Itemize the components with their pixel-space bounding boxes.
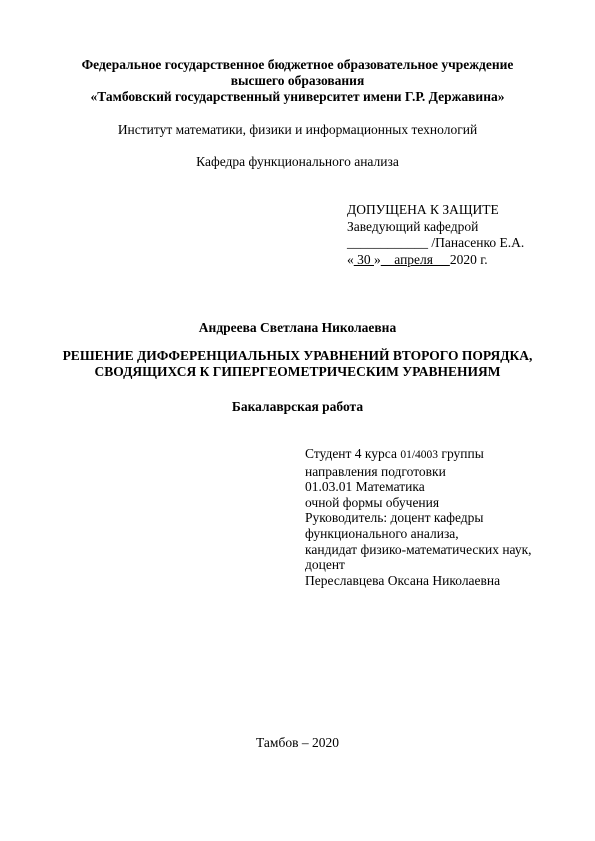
approval-position: Заведующий кафедрой: [347, 218, 479, 234]
university-header: [0, 57, 595, 105]
group-number: 01/4003: [400, 449, 439, 461]
student-info-line-2: направления подготовки: [305, 463, 446, 479]
approval-block: [347, 202, 577, 268]
course-prefix: Студент 4 курса: [305, 446, 401, 461]
title-line-1: РЕШЕНИЕ ДИФФЕРЕНЦИАЛЬНЫХ УРАВНЕНИЙ ВТОРОГО ПОРЯДКА,: [62, 348, 533, 363]
header-line-3: «Тамбовский государственный университет имени Г.Р. Державина»: [90, 89, 505, 104]
institute-label: Институт математики, физики и информационных технологий: [117, 122, 478, 137]
student-info-line-3: 01.03.01 Математика: [305, 479, 425, 495]
date-close-quote: »: [374, 251, 381, 267]
student-info-line-8: доцент: [305, 557, 345, 573]
title-line-2: СВОДЯЩИХСЯ К ГИПЕРГЕОМЕТРИЧЕСКИМ УРАВНЕНИЯМ: [94, 364, 501, 379]
student-info-line-7: кандидат физико-математических наук,: [305, 541, 532, 557]
student-info-line-6: функционального анализа,: [305, 525, 459, 541]
course-suffix: группы: [438, 446, 484, 461]
thesis-title: [0, 348, 595, 380]
student-info-line-4: очной формы обучения: [305, 494, 440, 510]
student-info-line-9: Переславцева Оксана Николаевна: [305, 572, 501, 588]
approval-signature-line: [347, 235, 577, 252]
approval-signer: /Панасенко Е.А.: [428, 235, 525, 250]
author-name: [0, 320, 595, 336]
student-info-block: [305, 446, 585, 588]
work-type: [0, 399, 595, 415]
author-label: Андреева Светлана Николаевна: [198, 320, 397, 335]
student-info-line-5: Руководитель: доцент кафедры: [305, 510, 484, 526]
footer-city-year: [0, 735, 595, 751]
department-label: Кафедра функционального анализа: [196, 154, 399, 169]
institute-name: [0, 122, 595, 138]
department-name: [0, 154, 595, 170]
date-open-quote: «: [347, 251, 354, 267]
signature-blank: ____________: [347, 235, 428, 250]
date-month: апреля: [380, 251, 450, 267]
footer-label: Тамбов – 2020: [256, 735, 339, 750]
header-line-2: высшего образования: [230, 73, 365, 88]
approval-status: ДОПУЩЕНА К ЗАЩИТЕ: [347, 202, 499, 217]
approval-date: [347, 252, 577, 269]
work-type-label: Бакалаврская работа: [231, 399, 364, 414]
date-year: 2020 г.: [449, 251, 488, 267]
student-course-line: [305, 446, 585, 464]
date-day: 30: [353, 251, 374, 267]
header-line-1: Федеральное государственное бюджетное образовательное учреждение: [81, 57, 514, 72]
